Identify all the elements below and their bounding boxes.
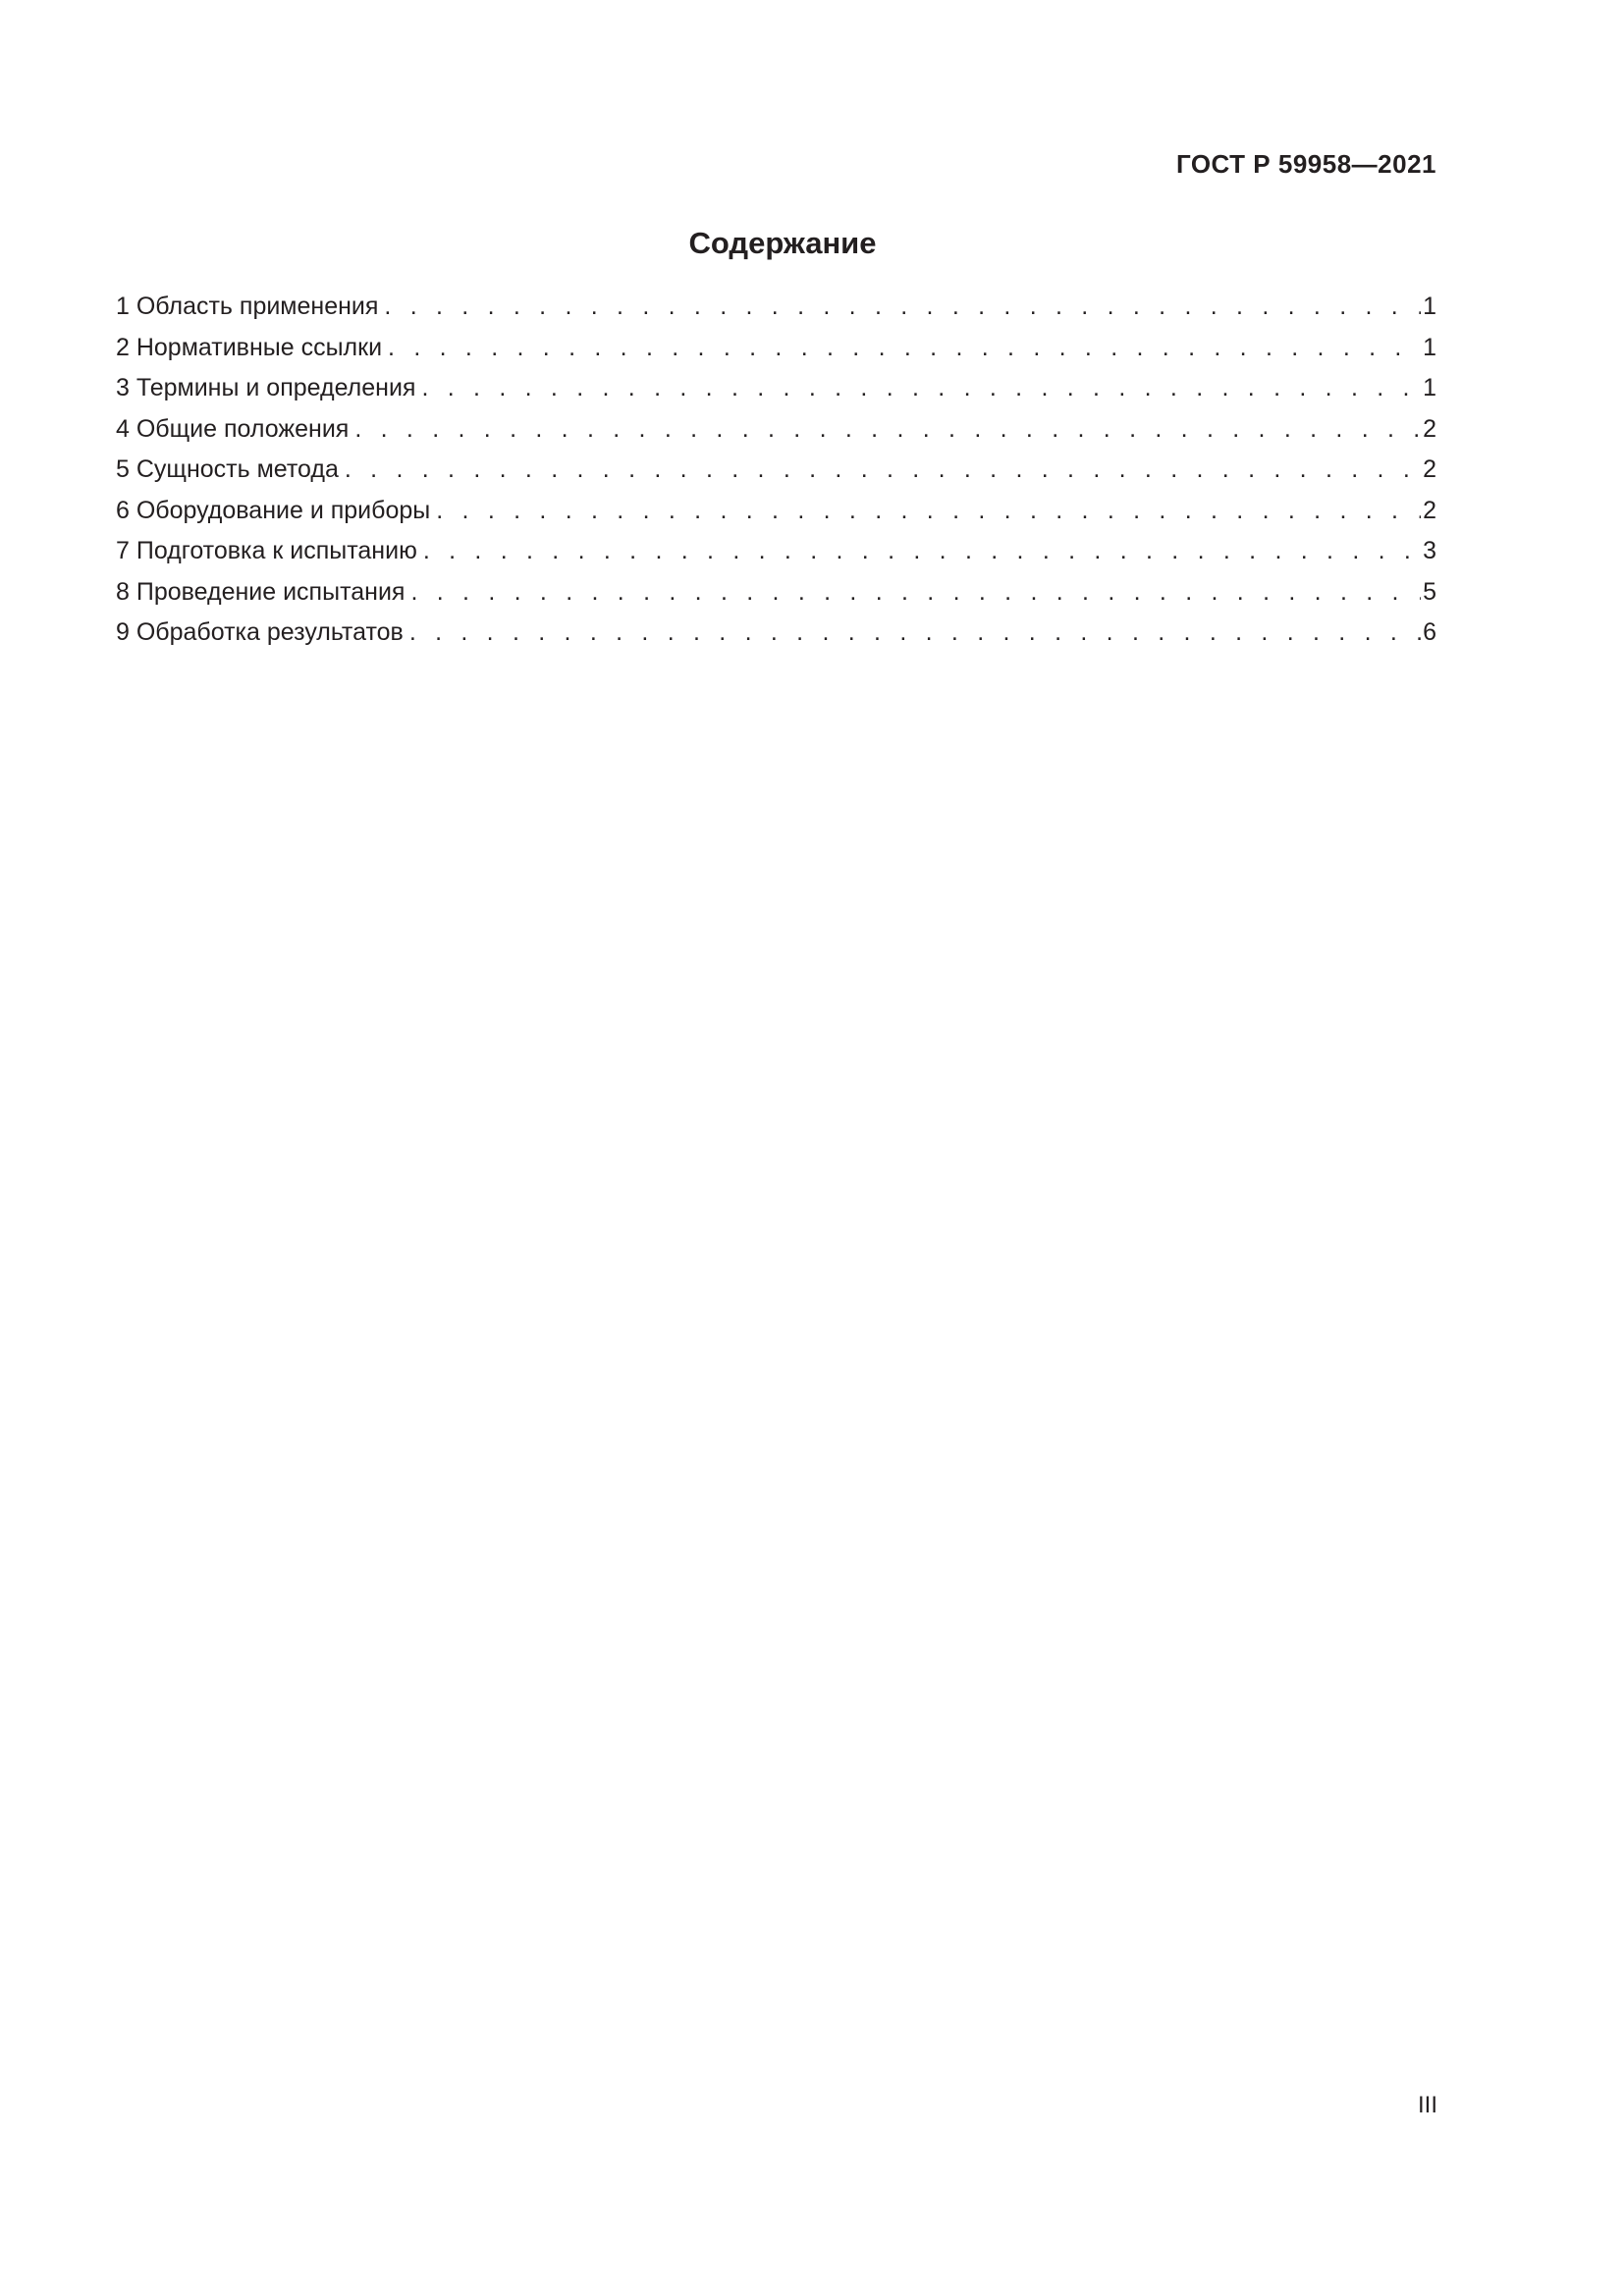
toc-item-page: 2 (1423, 414, 1436, 443)
toc-item-scope[interactable] (116, 287, 1436, 328)
toc-item-page: 2 (1423, 496, 1436, 524)
document-code: ГОСТ Р 59958—2021 (1175, 149, 1436, 179)
toc-item-page: 2 (1423, 455, 1436, 483)
toc-item-test-preparation[interactable] (116, 531, 1436, 572)
toc-item-page: 6 (1423, 618, 1436, 646)
toc-item-label: 8 Проведение испытания (116, 577, 406, 606)
toc-item-page: 1 (1423, 293, 1436, 320)
dot-leader (421, 368, 1421, 409)
table-of-contents (116, 287, 1436, 654)
dot-leader (345, 450, 1421, 491)
page-number: III (1417, 2092, 1437, 2118)
toc-item-normative-references[interactable] (116, 328, 1436, 369)
dot-leader (409, 613, 1421, 654)
toc-item-label: 7 Подготовка к испытанию (116, 537, 417, 564)
dot-leader (388, 328, 1421, 369)
toc-item-page: 1 (1423, 374, 1436, 401)
dot-leader (354, 409, 1421, 451)
toc-item-label: 1 Область применения (116, 293, 379, 320)
toc-item-test-procedure[interactable] (116, 572, 1436, 614)
toc-item-page: 5 (1423, 577, 1436, 606)
toc-item-label: 5 Сущность метода (116, 455, 339, 483)
toc-title: Содержание (688, 226, 877, 260)
toc-item-method-essence[interactable] (116, 450, 1436, 491)
toc-item-page: 1 (1423, 333, 1436, 361)
dot-leader (410, 572, 1421, 614)
dot-leader (384, 287, 1421, 328)
dot-leader (423, 531, 1421, 572)
toc-item-results-processing[interactable] (116, 613, 1436, 654)
toc-item-label: 6 Оборудование и приборы (116, 496, 431, 524)
toc-item-label: 2 Нормативные ссылки (116, 333, 383, 361)
dot-leader (436, 491, 1421, 532)
toc-item-label: 9 Обработка результатов (116, 618, 404, 646)
toc-item-equipment[interactable] (116, 491, 1436, 532)
toc-item-terms-definitions[interactable] (116, 368, 1436, 409)
toc-item-general-provisions[interactable] (116, 409, 1436, 451)
toc-item-label: 3 Термины и определения (116, 374, 416, 401)
toc-item-label: 4 Общие положения (116, 414, 350, 443)
toc-item-page: 3 (1423, 537, 1436, 564)
